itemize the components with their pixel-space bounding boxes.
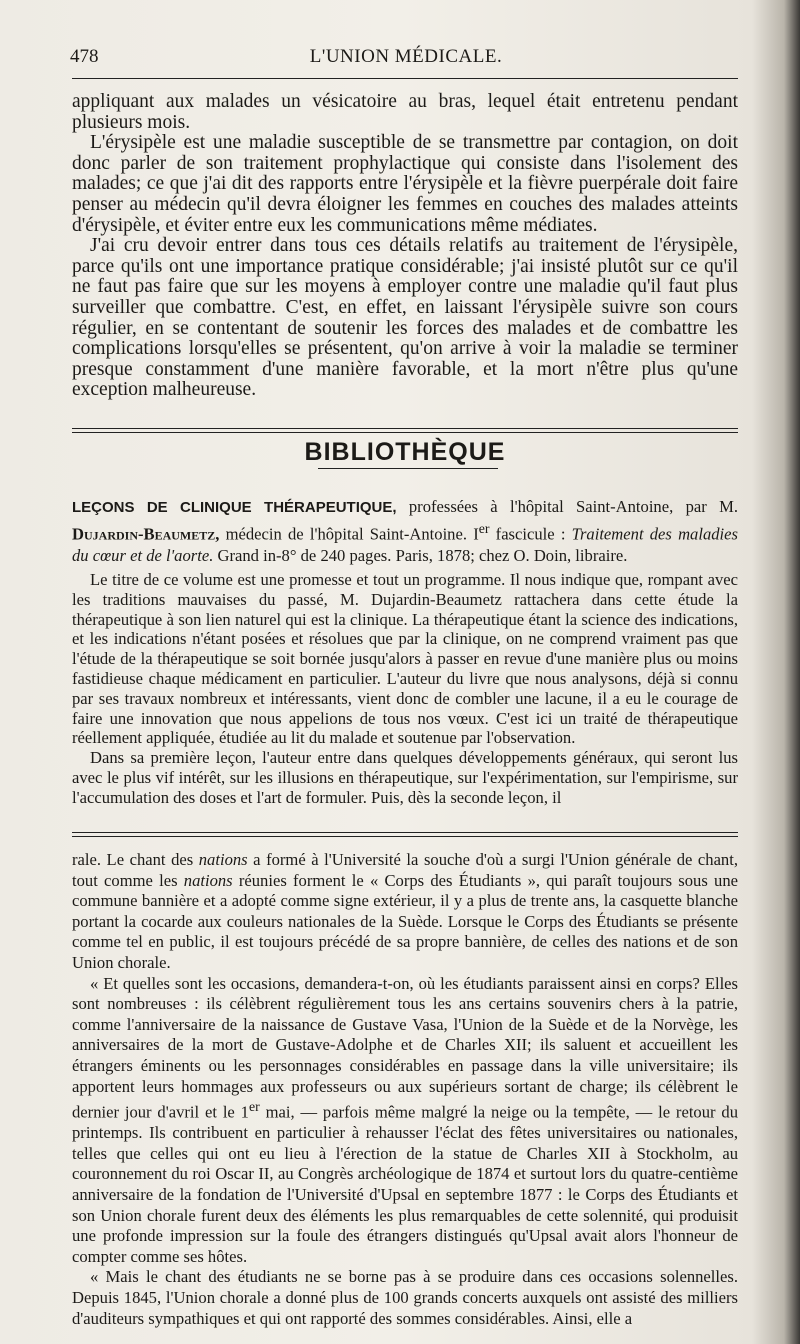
feuilleton-body <box>72 850 738 1329</box>
section-title-underline <box>318 468 498 469</box>
italic-word: nations <box>183 870 233 890</box>
paragraph: Dans sa première leçon, l'auteur entre dans quelques développements généraux, qui seront lus avec le plus vif intérêt, sur les illusions en thérapeutique, sur l'expérimentation, sur l'empirisme, sur l'accumulation des doses et l'art de formuler. Puis, dès la seconde leçon, il <box>72 748 738 807</box>
paragraph: « Mais le chant des étudiants ne se borne pas à se produire dans ces occasions solennelles. Depuis 1845, l'Union chorale a donné plus de 100 grands concerts auxquels ont assisté des milliers d'auditeurs sympathiques et qui ont rapporté des sommes considérables. Ainsi, elle a <box>72 1267 738 1328</box>
review-citation <box>72 496 738 566</box>
text-run: réunies forment le « Corps des Étudiants », qui paraît toujours sous une commune bannière et a adopté comme signe extérieur, il y a plus de trente ans, la casquette blanche portant la cocarde aux couleurs nationales de la Suède. Lorsque le Corps des Étudiants se présente comme tel en public, il est toujours précédé de sa propre bannière, de celles des nations et de son Union chorale. <box>72 870 738 972</box>
section-title: BIBLIOTHÈQUE <box>304 438 506 466</box>
citation-text: professées à l'hôpital Saint-Antoine, par M. <box>396 497 738 516</box>
paragraph: J'ai cru devoir entrer dans tous ces détails relatifs au traitement de l'érysipèle, parce qu'ils ont une importance pratique considérable; j'ai insisté plutôt sur ce qu'il ne faut pas faire que sur les moyens à employer contre une maladie qu'il faut plus surveiller que combattre. C'est, en effet, en laissant l'érysipèle suivre son cours régulier, en se contentant de soutenir les forces des malades et de combattre les complications lorsqu'elles se présentent, qu'on arrive à voir la maladie se terminer presque constamment d'une manière favorable, et la mort n'être plus qu'une exception malheureuse. <box>72 235 738 401</box>
italic-word: nations <box>198 850 248 869</box>
feuilleton-divider <box>72 832 738 837</box>
review-body <box>72 570 738 808</box>
citation-text: médecin de l'hôpital Saint-Antoine. I <box>219 524 479 544</box>
citation-text: Grand in-8° de 240 pages. Paris, 1878; chez O. Doin, libraire. <box>213 545 628 565</box>
text-run: mai, — parfois même malgré la neige ou la tempête, — le retour du printemps. Ils contribuent en particulier à rehausser l'éclat des fêtes universitaires ou nationales, telles que celles qui ont eu lieu à l'érection de la statue de Charles XII à Stockholm, au couronnement du roi Oscar II, au Congrès archéologique de 1874 et surtout lors du quatre-centième anniversaire de la fondation de l'Université d'Upsal en septembre 1877 : le Corps des Étudiants et son Union chorale furent deux des éléments les plus remarquables de cette solennité, qui produisit une profonde impression sur la foule des étrangers distingués qu'Upsal avait alors l'honneur de compter comme ses hôtes. <box>72 1102 739 1266</box>
text-run: a formé à l'Université la souche d'où a surgi l'Union générale de chant, tout comme les <box>72 850 738 890</box>
book-author: Dujardin-Beaumetz, <box>72 524 220 544</box>
book-subtitle: Traitement des maladies du cœur et de l'aorte. <box>72 524 738 565</box>
paragraph: L'érysipèle est une maladie susceptible de se transmettre par contagion, on doit donc parler de son traitement prophylactique qui consiste dans l'isolement des malades; ce que j'ai dit des rapports entre l'érysipèle et la fièvre puerpérale doit faire penser au médecin qu'il devra éloigner les femmes en couches des malades atteints d'érysipèle, et éviter entre eux les communications même médiates. <box>72 132 738 236</box>
running-title: L'UNION MÉDICALE. <box>309 46 503 67</box>
page-number: 478 <box>70 46 99 67</box>
text-run: « Et quelles sont les occasions, demandera-t-on, où les étudiants paraissent ainsi en corps? Elles sont nombreuses : ils célèbrent régulièrement tous les ans certains souvenirs chers à la patrie, comme l'anniversaire de la naissance de Gustave Vasa, l'Union de la Suède et de la Norvège, les anniversaires de la mort de Gustave-Adolphe et de Charles XII; ils saluent et accueillent les étrangers éminents ou les personnages considérables en passage dans la ville universitaire; ils apportent leurs hommages aux professeurs ou aux supérieurs sortant de charge; ils célèbrent le dernier jour d'avril et le 1 <box>72 973 738 1122</box>
paragraph <box>72 974 738 1268</box>
book-title: LEÇONS DE CLINIQUE THÉRAPEUTIQUE, <box>72 499 397 516</box>
citation-text: fascicule : <box>489 524 572 544</box>
section-divider <box>72 428 738 433</box>
ordinal-superscript: er <box>248 1099 260 1115</box>
paragraph <box>72 850 738 974</box>
page-header <box>70 46 742 74</box>
paragraph: Le titre de ce volume est une promesse et tout un programme. Il nous indique que, rompant avec les traditions mauvaises du passé, M. Dujardin-Beaumetz rattachera dans cette étude la thérapeutique à son lien naturel qui est la clinique. La thérapeutique étant la science des indications, et les indications n'étant posées et résolues que par la clinique, on ne comprend vraiment pas que l'étude de la thérapeutique se soit bornée jusqu'alors à passer en revue d'une manière plus ou moins fastidieuse chaque médicament en particulier. L'auteur du livre que nous analysons, déjà si connu par ses travaux nombreux et intéressants, vient donc de combler une lacune, il a eu le courage de faire une innovation que nous appelions de tous nos vœux. C'est ici un traité de thérapeutique réellement appliquée, étudiée au lit du malade et soutenue par l'observation. <box>72 570 738 748</box>
ordinal-superscript: er <box>478 521 490 536</box>
header-rule <box>72 78 738 79</box>
text-run: rale. Le chant des <box>72 850 199 869</box>
paragraph: appliquant aux malades un vésicatoire au bras, lequel était entretenu pendant plusieurs mois. <box>72 91 738 133</box>
article-continuation <box>72 92 738 401</box>
